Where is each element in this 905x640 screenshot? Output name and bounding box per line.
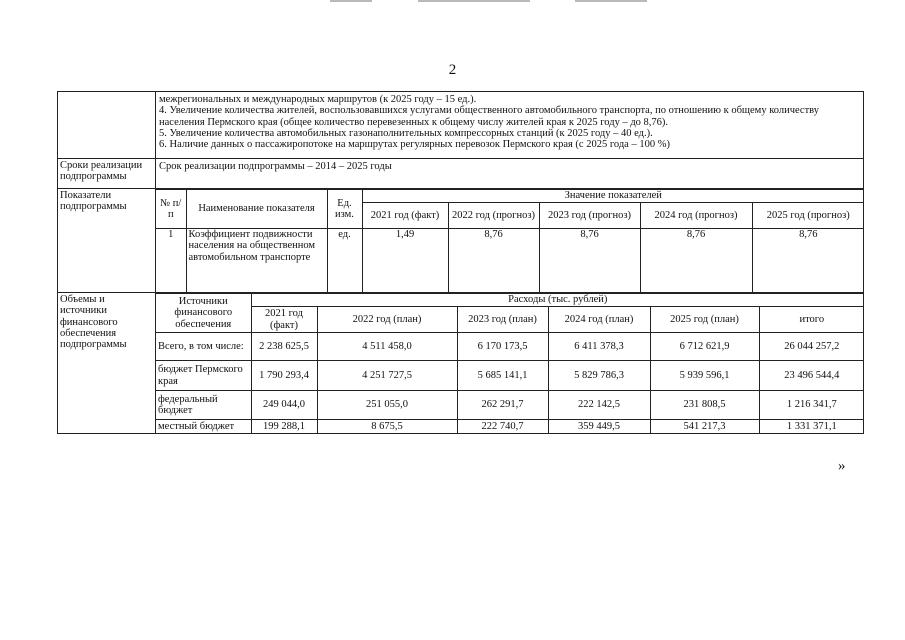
- indicators-label: Показатели подпрограммы: [58, 189, 156, 293]
- financing-year-header: 2022 год (план): [317, 307, 457, 333]
- financing-expenses-header: Расходы (тыс. рублей): [251, 294, 864, 307]
- timing-row: [58, 159, 864, 189]
- financing-value: 5 685 141,1: [457, 361, 548, 391]
- goals-line: 4. Увеличение количества жителей, воспользовавшихся услугами общественного автомобильного транспорта, по отношению к общему количеству населения Пермского края (общее количество перевезенных к общему числу жителей края к 2025 году – до 8,76).: [159, 105, 820, 128]
- indicator-value: 1,49: [362, 229, 448, 293]
- financing-value: 359 449,5: [548, 420, 650, 434]
- indicator-name: Коэффициент подвижности населения на общественном автомобильном транспорте: [186, 229, 327, 293]
- financing-year-header: 2025 год (план): [650, 307, 759, 333]
- financing-value: 231 808,5: [650, 391, 759, 420]
- financing-data-row: [156, 361, 864, 391]
- financing-value: 251 055,0: [317, 391, 457, 420]
- goals-line: 6. Наличие данных о пассажиропотоке на маршрутах регулярных перевозок Пермского края (с 2025 года – 100 %): [159, 139, 670, 151]
- scan-artifact: [418, 0, 530, 2]
- indicators-data-row: [156, 229, 864, 293]
- indicator-num: 1: [156, 229, 186, 293]
- page-number: 2: [448, 62, 457, 78]
- indicators-row: [58, 189, 864, 293]
- financing-value: 222 142,5: [548, 391, 650, 420]
- financing-value: 23 496 544,4: [759, 361, 864, 391]
- financing-sources-header: Источники финансового обеспечения: [156, 294, 251, 333]
- indicator-value: 8,76: [640, 229, 752, 293]
- scan-artifact: [330, 0, 372, 2]
- financing-value: 1 216 341,7: [759, 391, 864, 420]
- financing-value: 262 291,7: [457, 391, 548, 420]
- financing-value: 5 939 596,1: [650, 361, 759, 391]
- financing-table: [156, 293, 864, 433]
- financing-value: 1 790 293,4: [251, 361, 317, 391]
- financing-value: 4 511 458,0: [317, 333, 457, 361]
- financing-source-name: местный бюджет: [156, 420, 251, 434]
- financing-data-row: [156, 420, 864, 434]
- financing-value: 1 331 371,1: [759, 420, 864, 434]
- scan-artifact: [575, 0, 647, 2]
- financing-value: 8 675,5: [317, 420, 457, 434]
- indicators-year-header: 2024 год (прогноз): [640, 203, 752, 229]
- indicators-values-header: Значение показателей: [362, 190, 864, 203]
- financing-label: Объемы и источники финансового обеспечения подпрограммы: [58, 293, 156, 434]
- financing-value: 4 251 727,5: [317, 361, 457, 391]
- financing-value: 541 217,3: [650, 420, 759, 434]
- financing-source-name: федеральный бюджет: [156, 391, 251, 420]
- timing-value: Срок реализации подпрограммы – 2014 – 2025 годы: [156, 159, 864, 189]
- indicators-year-header: 2021 год (факт): [362, 203, 448, 229]
- financing-value: 6 170 173,5: [457, 333, 548, 361]
- indicator-value: 8,76: [752, 229, 864, 293]
- financing-value: 199 288,1: [251, 420, 317, 434]
- financing-year-header: 2023 год (план): [457, 307, 548, 333]
- indicators-cell: [156, 189, 864, 293]
- indicator-unit: ед.: [327, 229, 362, 293]
- financing-value: 2 238 625,5: [251, 333, 317, 361]
- indicators-table: [156, 189, 864, 292]
- financing-value: 222 740,7: [457, 420, 548, 434]
- financing-total-header: итого: [759, 307, 864, 333]
- indicators-year-header: 2023 год (прогноз): [539, 203, 640, 229]
- goals-cell: [156, 92, 864, 159]
- indicators-unit-header: Ед. изм.: [327, 190, 362, 229]
- timing-label: Сроки реализации подпрограммы: [58, 159, 156, 189]
- financing-data-row: [156, 391, 864, 420]
- indicators-year-header: 2022 год (прогноз): [448, 203, 539, 229]
- financing-source-name: бюджет Пермского края: [156, 361, 251, 391]
- financing-data-row: [156, 333, 864, 361]
- goals-line: 5. Увеличение количества автомобильных газонаполнительных компрессорных станций (к 2025 году – 40 ед.).: [159, 127, 653, 139]
- financing-value: 6 712 621,9: [650, 333, 759, 361]
- closing-quote-mark: »: [838, 458, 846, 474]
- financing-row: [58, 293, 864, 434]
- financing-cell: [156, 293, 864, 434]
- goals-label-cell: [58, 92, 156, 159]
- financing-year-header: 2021 год (факт): [251, 307, 317, 333]
- goals-row: [58, 92, 864, 159]
- indicators-name-header: Наименование показателя: [186, 190, 327, 229]
- indicator-value: 8,76: [448, 229, 539, 293]
- financing-year-header: 2024 год (план): [548, 307, 650, 333]
- indicator-value: 8,76: [539, 229, 640, 293]
- financing-value: 5 829 786,3: [548, 361, 650, 391]
- financing-source-name: Всего, в том числе:: [156, 333, 251, 361]
- indicators-year-header: 2025 год (прогноз): [752, 203, 864, 229]
- financing-value: 26 044 257,2: [759, 333, 864, 361]
- indicators-num-header: № п/п: [156, 190, 186, 229]
- passport-table: [57, 91, 864, 434]
- financing-value: 249 044,0: [251, 391, 317, 420]
- goals-line: межрегиональных и международных маршрутов (к 2025 году – 15 ед.).: [159, 94, 477, 105]
- financing-value: 6 411 378,3: [548, 333, 650, 361]
